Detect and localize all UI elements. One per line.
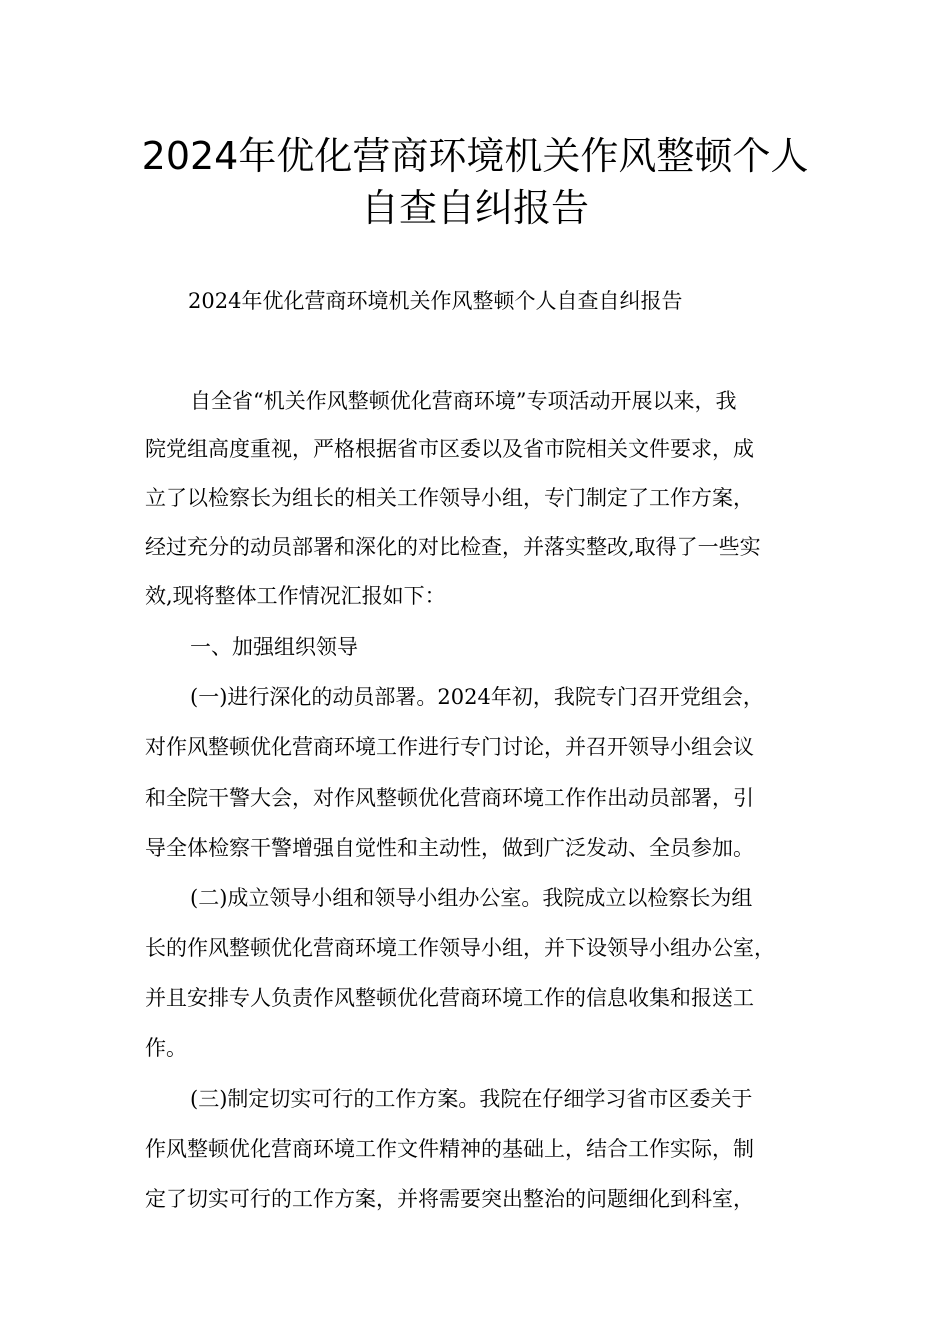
body-line: 作。 [145, 1036, 187, 1060]
document-subtitle: 2024年优化营商环境机关作风整顿个人自查自纠报告 [188, 289, 683, 313]
body-line: 经过充分的动员部署和深化的对比检查，并落实整改,取得了一些实 [145, 535, 761, 559]
body-line: 作风整顿优化营商环境工作文件精神的基础上，结合工作实际，制 [145, 1137, 754, 1161]
body-line: 效,现将整体工作情况汇报如下： [145, 584, 446, 608]
body-line: 和全院干警大会，对作风整顿优化营商环境工作作出动员部署，引 [145, 786, 754, 810]
document-title-line-1: 2024年优化营商环境机关作风整顿个人 [141, 134, 809, 178]
body-line: 导全体检察干警增强自觉性和主动性，做到广泛发动、全员参加。 [145, 836, 754, 860]
body-line: (一)进行深化的动员部署。2024年初，我院专门召开党组会， [190, 685, 764, 709]
body-line: 院党组高度重视，严格根据省市区委以及省市院相关文件要求，成 [145, 437, 754, 461]
document-title-line-2: 自查自纠报告 [360, 186, 589, 230]
body-line: (二)成立领导小组和领导小组办公室。我院成立以检察长为组 [190, 886, 753, 910]
section-heading: 一、加强组织领导 [190, 635, 358, 659]
body-line: 定了切实可行的工作方案，并将需要突出整治的问题细化到科室， [145, 1187, 754, 1211]
body-line: 对作风整顿优化营商环境工作进行专门讨论，并召开领导小组会议 [145, 735, 754, 759]
body-line: 立了以检察长为组长的相关工作领导小组，专门制定了工作方案， [145, 486, 754, 510]
body-line: 并且安排专人负责作风整顿优化营商环境工作的信息收集和报送工 [145, 986, 754, 1010]
body-line: 长的作风整顿优化营商环境工作领导小组，并下设领导小组办公室， [145, 936, 775, 960]
body-line: 自全省“机关作风整顿优化营商环境”专项活动开展以来，我 [190, 389, 737, 413]
body-line: (三)制定切实可行的工作方案。我院在仔细学习省市区委关于 [190, 1087, 753, 1111]
